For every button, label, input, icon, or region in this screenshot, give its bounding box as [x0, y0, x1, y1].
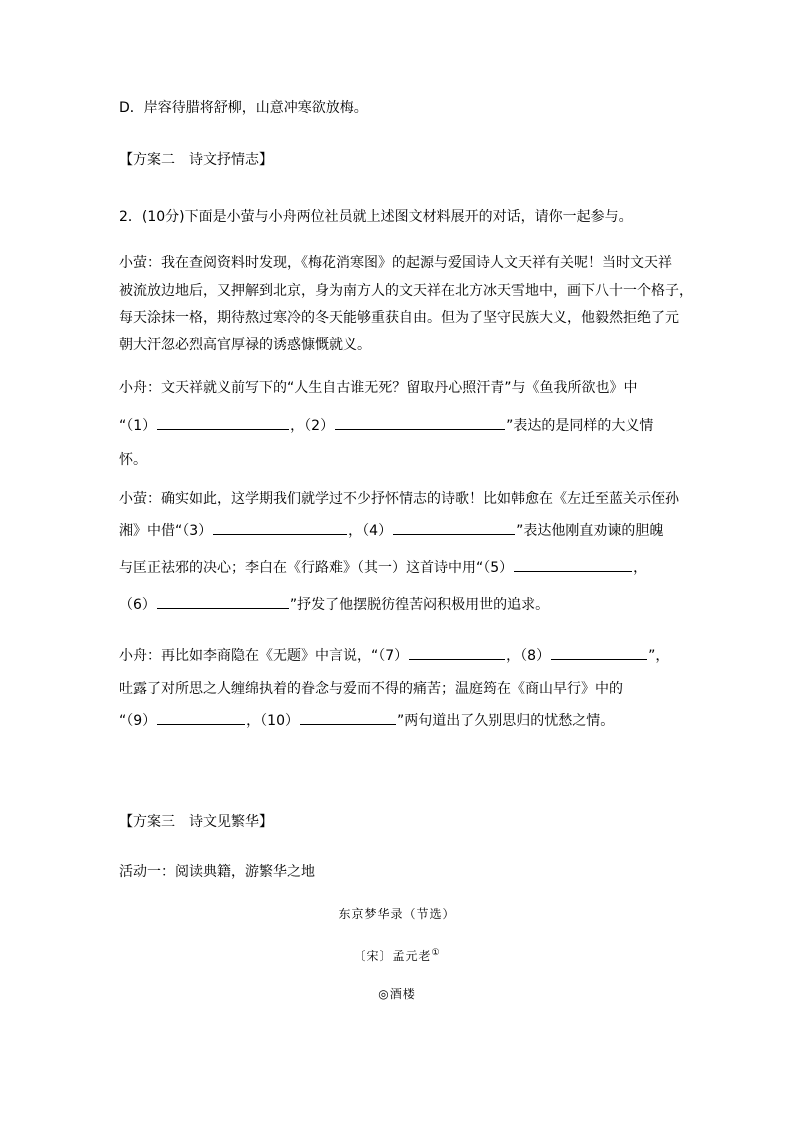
para3-line4: （6） ”抒发了他摆脱彷徨苦闷积极用世的追求。	[119, 594, 679, 615]
question-2: 2．(10分)下面是小萤与小舟两位社员就上述图文材料展开的对话，请你一起参与。	[119, 209, 633, 225]
author: 〔宋〕孟元老	[353, 949, 432, 963]
para2-line2: “（1） ，（2） ”表达的是同样的大义情	[119, 415, 679, 436]
answer-blank-3[interactable]	[213, 520, 347, 535]
para1-line2: 被流放边地后，又押解到北京，身为南方人的文天祥在北方冰天雪地中，画下八十一个格子，	[119, 283, 693, 299]
plan3-heading: 【方案三 诗文见繁华】	[119, 814, 273, 830]
answer-blank-6[interactable]	[157, 594, 289, 609]
para4-line3: “（9） ，（10） ”两句道出了久别思归的忧愁之情。	[119, 710, 679, 731]
section-title: ◎酒楼	[378, 987, 416, 1001]
answer-blank-5[interactable]	[514, 557, 632, 572]
answer-blank-1[interactable]	[157, 415, 289, 430]
para1-line4: 朝大汗忽必烈高官厚禄的诱惑慷慨就义。	[119, 337, 371, 353]
para1-line1: 小萤：我在查阅资料时发现，《梅花消寒图》的起源与爱国诗人文天祥有关呢！当时文天祥	[119, 255, 672, 271]
para4-line2: 吐露了对所思之人缠绵执着的眷念与爱而不得的痛苦；温庭筠在《商山早行》中的	[119, 681, 623, 697]
answer-blank-8[interactable]	[551, 645, 647, 660]
para1-line3: 每天涂抹一格，期待熬过寒冷的冬天能够重获自由。但为了坚守民族大义，他毅然拒绝了元	[119, 310, 679, 326]
para4-line1: 小舟：再比如李商隐在《无题》中言说，“（7） ，（8） ”，	[119, 645, 679, 666]
answer-blank-7[interactable]	[409, 645, 505, 660]
answer-blank-10[interactable]	[300, 710, 396, 725]
author-line	[0, 944, 794, 965]
activity-1: 活动一：阅读典籍，游繁华之地	[119, 864, 315, 880]
option-d: D．岸容待腊将舒柳，山意冲寒欲放梅。	[119, 100, 368, 116]
author-footnote-marker: ①	[431, 948, 441, 958]
answer-blank-2[interactable]	[335, 415, 505, 430]
para3-line3: 与匡正祛邪的决心；李白在《行路难》（其一）这首诗中用“（5） ，	[119, 557, 679, 578]
answer-blank-4[interactable]	[393, 520, 515, 535]
para3-line2: 湘》中借“（3） ，（4） ”表达他刚直劝谏的胆魄	[119, 520, 679, 541]
para2-line1: 小舟：文天祥就义前写下的“人生自古谁无死？留取丹心照汗青”与《鱼我所欲也》中	[119, 380, 638, 396]
para3-line1: 小萤：确实如此，这学期我们就学过不少抒怀情志的诗歌！比如韩愈在《左迁至蓝关示侄孙	[119, 491, 679, 507]
book-title: 东京梦华录（节选）	[338, 907, 456, 921]
answer-blank-9[interactable]	[157, 710, 245, 725]
plan2-heading: 【方案二 诗文抒情志】	[119, 152, 273, 168]
para2-line3: 怀。	[119, 452, 147, 468]
